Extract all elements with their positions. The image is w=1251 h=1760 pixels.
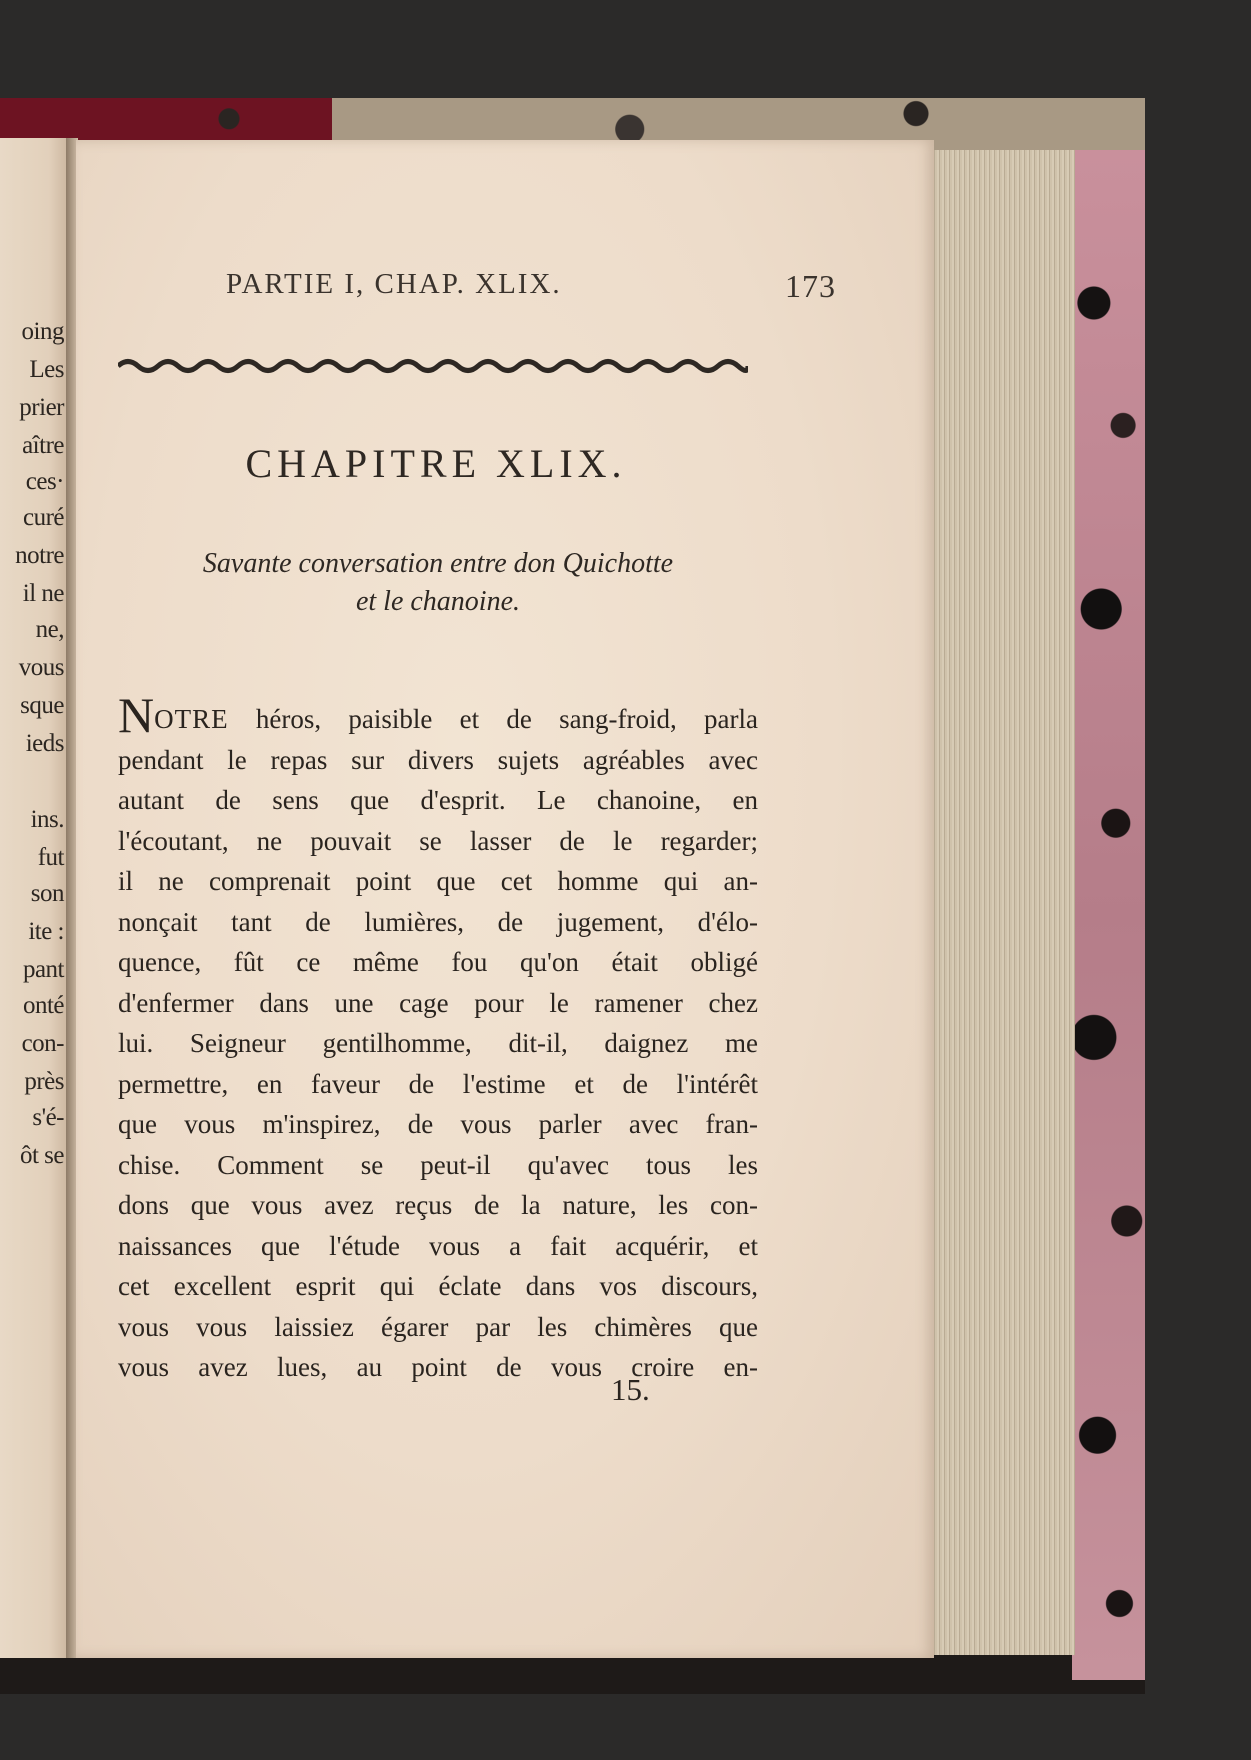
left-page-fragment: oing	[21, 318, 64, 345]
body-line: chise. Comment se peut-il qu'avec tous les	[118, 1149, 758, 1180]
right-page	[76, 140, 934, 1658]
marbled-cover-edge	[1072, 150, 1145, 1680]
body-line: dons que vous avez reçus de la nature, les con-	[118, 1190, 758, 1220]
left-page-fragment: ins.	[30, 806, 64, 833]
chapter-summary	[118, 545, 758, 621]
left-page-fragment: ieds	[25, 730, 64, 757]
left-page-fragment: aître	[22, 432, 64, 459]
left-page-fragment: ces·	[25, 468, 64, 495]
body-line: vous vous laissiez égarer par les chimères que	[118, 1311, 758, 1342]
body-line: vous avez lues, au point de vous croire en-	[118, 1352, 758, 1382]
first-word-rest: OTRE	[154, 704, 229, 734]
left-page-fragment: ite :	[28, 918, 64, 945]
page-edges	[930, 150, 1075, 1655]
left-page-fragment: ne,	[35, 616, 64, 643]
body-line: nonçait tant de lumières, de jugement, d'élo-	[118, 906, 758, 937]
body-line: quence, fût ce même fou qu'on était obligé	[118, 947, 758, 977]
left-page-fragment: sque	[20, 692, 64, 719]
left-page-fragment: vous	[18, 654, 64, 681]
body-line-first	[118, 687, 758, 743]
body-line-text: héros, paisible et de sang-froid, parla	[228, 704, 758, 734]
left-page-fragment: prier	[19, 394, 64, 421]
left-page-fragment: onté	[22, 992, 64, 1019]
left-page-fragment: fut	[37, 844, 64, 871]
page-number: 173	[785, 268, 836, 304]
left-page-fragment: notre	[15, 542, 64, 569]
left-page-fragment: curé	[22, 504, 64, 531]
body-line: naissances que l'étude vous a fait acquérir, et	[118, 1230, 758, 1261]
left-page-fragment: con-	[21, 1030, 64, 1057]
body-line: lui. Seigneur gentilhomme, dit-il, daignez me	[118, 1028, 758, 1058]
running-head	[226, 268, 836, 304]
body-line: il ne comprenait point que cet homme qui an-	[118, 866, 758, 896]
drop-cap: N	[118, 687, 155, 743]
body-text	[118, 687, 758, 1388]
running-title: PARTIE I, CHAP. XLIX.	[226, 268, 562, 300]
chapter-title: CHAPITRE XLIX.	[245, 441, 627, 486]
body-line: l'écoutant, ne pouvait se lasser de le regarder;	[118, 825, 758, 856]
body-line: permettre, en faveur de l'estime et de l'intérêt	[118, 1068, 758, 1099]
left-page-fragment: pant	[22, 956, 64, 983]
left-page-fragment: il ne	[22, 580, 64, 607]
body-line: autant de sens que d'esprit. Le chanoine, en	[118, 785, 758, 815]
left-page-fragment: ôt se	[19, 1142, 64, 1169]
body-line: que vous m'inspirez, de vous parler avec fran-	[118, 1109, 758, 1139]
body-line: cet excellent esprit qui éclate dans vos discours,	[118, 1271, 758, 1301]
left-page-fragment: son	[30, 880, 64, 907]
chapter-summary-line: et le chanoine.	[355, 586, 521, 617]
left-page-fragment: près	[24, 1068, 64, 1095]
signature-mark: 15.	[611, 1372, 650, 1407]
ornament-divider	[118, 355, 748, 377]
left-page	[0, 138, 70, 1658]
left-page-fragment: s'é-	[32, 1104, 64, 1131]
left-page-fragment: Les	[29, 356, 64, 383]
body-line: pendant le repas sur divers sujets agréables avec	[118, 744, 758, 775]
chapter-summary-line: Savante conversation entre don Quichotte	[202, 548, 674, 579]
body-line: d'enfermer dans une cage pour le ramener chez	[118, 987, 758, 1018]
